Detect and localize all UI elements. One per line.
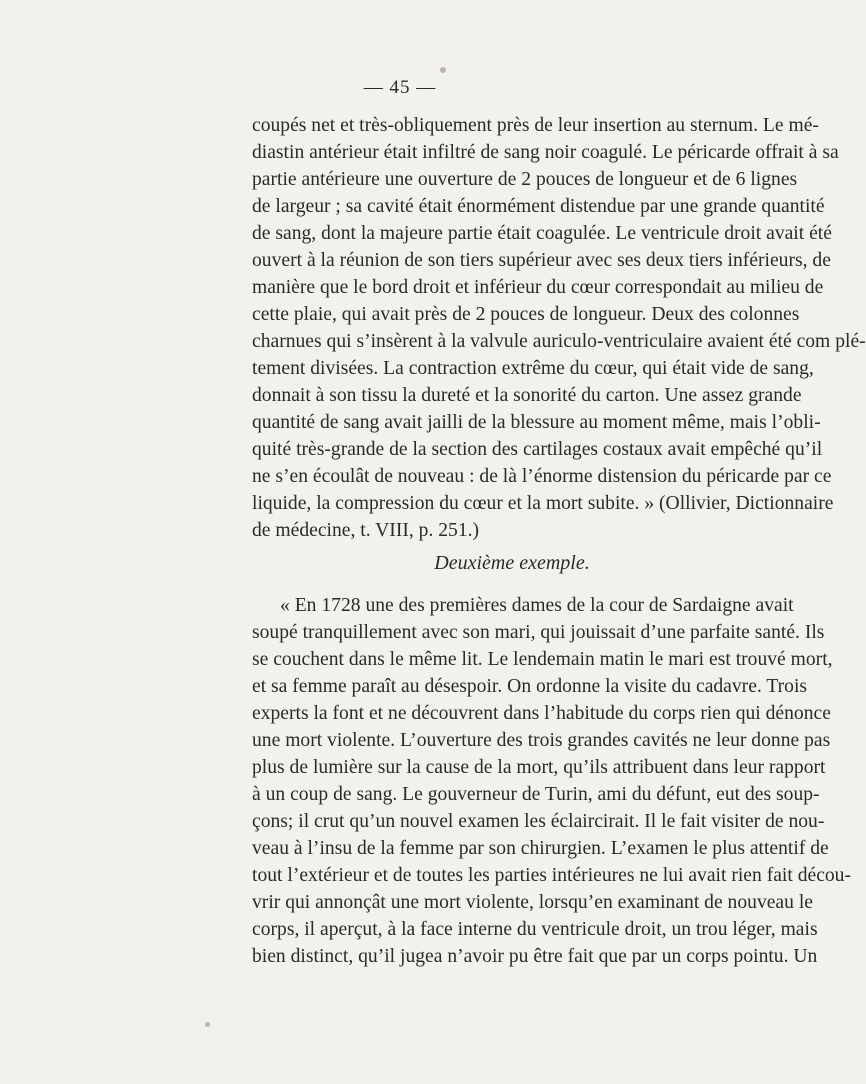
text-line: vrir qui annonçât une mort violente, lorsqu’en examinant de nouveau le xyxy=(252,892,813,913)
section-heading: Deuxième exemple. xyxy=(434,552,590,574)
text-line: plus de lumière sur la cause de la mort, qu’ils attribuent dans leur rapport xyxy=(252,757,826,778)
text-line: soupé tranquillement avec son mari, qui jouissait d’une parfaite santé. Ils xyxy=(252,622,825,643)
text-line: donnait à son tissu la dureté et la sonorité du carton. Une assez grande xyxy=(252,385,802,406)
text-line: diastin antérieur était infiltré de sang noir coagulé. Le péricarde offrait à sa xyxy=(252,142,839,163)
text-line: partie antérieure une ouverture de 2 pouces de longueur et de 6 lignes xyxy=(252,169,798,190)
paper-speck xyxy=(205,1022,210,1027)
text-line: çons; il crut qu’un nouvel examen les éclaircirait. Il le fait visiter de nou- xyxy=(252,811,825,832)
text-line: tout l’extérieur et de toutes les parties intérieures ne lui avait rien fait décou- xyxy=(252,865,852,886)
text-line: charnues qui s’insèrent à la valvule auriculo-ventriculaire avaient été com plé- xyxy=(252,331,866,352)
text-line: veau à l’insu de la femme par son chirurgien. L’examen le plus attentif de xyxy=(252,838,829,859)
text-line: manière que le bord droit et inférieur du cœur correspondait au milieu de xyxy=(252,277,824,298)
page-number: — 45 — xyxy=(363,77,437,98)
text-line: de sang, dont la majeure partie était coagulée. Le ventricule droit avait été xyxy=(252,223,832,244)
text-line: et sa femme paraît au désespoir. On ordonne la visite du cadavre. Trois xyxy=(252,676,808,697)
text-line: de médecine, t. VIII, p. 251.) xyxy=(252,520,480,541)
text-line: quité très-grande de la section des cartilages costaux avait empêché qu’il xyxy=(252,439,823,460)
text-line: experts la font et ne découvrent dans l’habitude du corps rien qui dénonce xyxy=(252,703,831,724)
text-line: se couchent dans le même lit. Le lendemain matin le mari est trouvé mort, xyxy=(252,649,833,670)
text-line: cette plaie, qui avait près de 2 pouces de longueur. Deux des colonnes xyxy=(252,304,800,325)
paragraph-2 xyxy=(252,592,852,970)
text-line: à un coup de sang. Le gouverneur de Turin, ami du défunt, eut des soup- xyxy=(252,784,820,805)
text-line: quantité de sang avait jailli de la blessure au moment même, mais l’obli- xyxy=(252,412,821,433)
text-line: « En 1728 une des premières dames de la cour de Sardaigne avait xyxy=(280,595,794,616)
text-line: ne s’en écoulât de nouveau : de là l’énorme distension du péricarde par ce xyxy=(252,466,832,487)
paper-speck xyxy=(440,67,446,73)
text-line: une mort violente. L’ouverture des trois grandes cavités ne leur donne pas xyxy=(252,730,831,751)
paragraph-1 xyxy=(252,112,866,544)
text-line: bien distinct, qu’il jugea n’avoir pu être fait que par un corps pointu. Un xyxy=(252,946,818,967)
text-line: de largeur ; sa cavité était énormément distendue par une grande quantité xyxy=(252,196,825,217)
text-line: coupés net et très-obliquement près de leur insertion au sternum. Le mé- xyxy=(252,115,819,136)
text-line: tement divisées. La contraction extrême du cœur, qui était vide de sang, xyxy=(252,358,814,379)
text-line: corps, il aperçut, à la face interne du ventricule droit, un trou léger, mais xyxy=(252,919,818,940)
text-line: ouvert à la réunion de son tiers supérieur avec ses deux tiers inférieurs, de xyxy=(252,250,831,271)
text-line: liquide, la compression du cœur et la mort subite. » (Ollivier, Dictionnaire xyxy=(252,493,834,514)
